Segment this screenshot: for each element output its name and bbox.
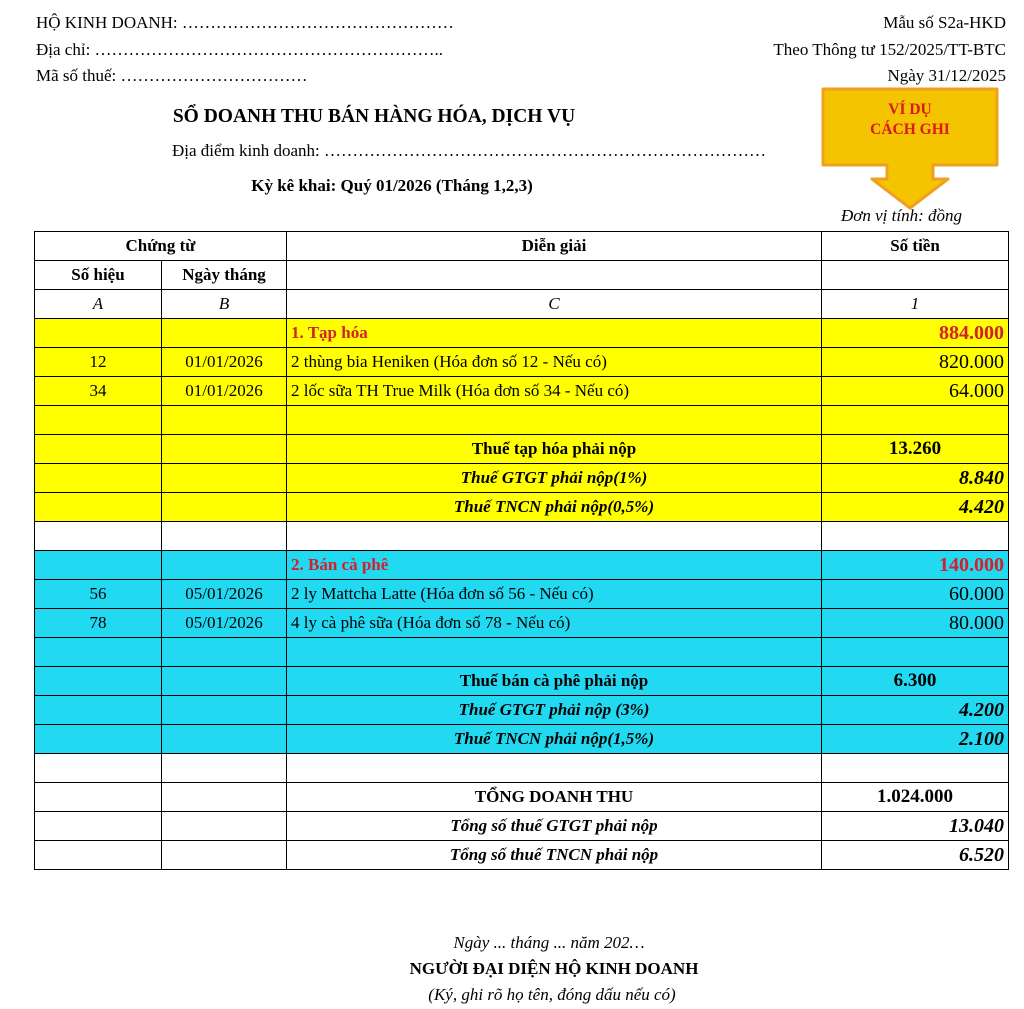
column-code-a: A [35, 290, 162, 319]
empty-cell [287, 261, 822, 290]
address-line: Địa chỉ: …………………………………………………….. [36, 40, 444, 59]
total-vat-label: Tổng số thuế GTGT phải nộp [287, 812, 822, 841]
item-amount: 60.000 [822, 580, 1009, 609]
section-title: 2. Bán cà phê [287, 551, 822, 580]
tax-label: Thuế bán cà phê phải nộp [287, 667, 822, 696]
total-vat-amount: 13.040 [822, 812, 1009, 841]
section-title: 1. Tạp hóa [287, 319, 822, 348]
amount-header: Số tiền [822, 232, 1009, 261]
total-revenue-row [35, 783, 1009, 812]
currency-unit: Đơn vị tính: đồng [841, 206, 962, 225]
voucher-date-header: Ngày tháng [162, 261, 287, 290]
business-location-line: Địa điểm kinh doanh: …………………………………………………………………… [172, 141, 767, 160]
total-pit-label: Tổng số thuế TNCN phải nộp [287, 841, 822, 870]
signer-title: NGƯỜI ĐẠI DIỆN HỘ KINH DOANH [409, 959, 699, 978]
total-vat-row [35, 812, 1009, 841]
vat-label: Thuế GTGT phải nộp (3%) [287, 696, 822, 725]
voucher-number-header: Số hiệu [35, 261, 162, 290]
pit-amount: 2.100 [822, 725, 1009, 754]
empty-row [35, 638, 1009, 667]
table-row [35, 580, 1009, 609]
callout-line-2: CÁCH GHI [870, 121, 950, 138]
business-name-line: HỘ KINH DOANH: ………………………………………… [36, 13, 454, 32]
table-row [35, 348, 1009, 377]
pit-row [35, 725, 1009, 754]
spacer-row [35, 522, 1009, 551]
pit-row [35, 493, 1009, 522]
section-total: 884.000 [822, 319, 1009, 348]
total-pit-row [35, 841, 1009, 870]
voucher-number: 34 [35, 377, 162, 406]
item-amount: 80.000 [822, 609, 1009, 638]
tax-label: Thuế tạp hóa phải nộp [287, 435, 822, 464]
table-row [35, 377, 1009, 406]
voucher-date: 05/01/2026 [162, 580, 287, 609]
vat-row [35, 696, 1009, 725]
section-title-row [35, 319, 1009, 348]
table-row [35, 609, 1009, 638]
total-revenue-label: TỔNG DOANH THU [287, 783, 822, 812]
voucher-date: 05/01/2026 [162, 609, 287, 638]
table-subheader-row [35, 261, 1009, 290]
voucher-number: 78 [35, 609, 162, 638]
item-description: 2 thùng bia Heniken (Hóa đơn số 12 - Nếu có) [287, 348, 822, 377]
revenue-ledger-table [34, 231, 1009, 870]
empty-cell [822, 261, 1009, 290]
vat-label: Thuế GTGT phải nộp(1%) [287, 464, 822, 493]
item-description: 2 lốc sữa TH True Milk (Hóa đơn số 34 - Nếu có) [287, 377, 822, 406]
item-description: 4 ly cà phê sữa (Hóa đơn số 78 - Nếu có) [287, 609, 822, 638]
item-amount: 64.000 [822, 377, 1009, 406]
voucher-header: Chứng từ [35, 232, 287, 261]
description-header: Diễn giải [287, 232, 822, 261]
item-amount: 820.000 [822, 348, 1009, 377]
reporting-period: Kỳ kê khai: Quý 01/2026 (Tháng 1,2,3) [251, 176, 533, 195]
tax-amount: 13.260 [822, 435, 1009, 464]
table-header-row [35, 232, 1009, 261]
tax-summary-row [35, 667, 1009, 696]
form-number: Mẫu số S2a-HKD [883, 13, 1006, 32]
total-pit-amount: 6.520 [822, 841, 1009, 870]
spacer-row [35, 754, 1009, 783]
tax-code-line: Mã số thuế: …………………………… [36, 66, 308, 85]
section-title-row [35, 551, 1009, 580]
signature-date: Ngày ... tháng ... năm 202… [453, 933, 645, 952]
pit-label: Thuế TNCN phải nộp(0,5%) [287, 493, 822, 522]
tax-summary-row [35, 435, 1009, 464]
total-revenue-amount: 1.024.000 [822, 783, 1009, 812]
page-title: SỔ DOANH THU BÁN HÀNG HÓA, DỊCH VỤ [172, 106, 576, 127]
pit-label: Thuế TNCN phải nộp(1,5%) [287, 725, 822, 754]
column-code-row [35, 290, 1009, 319]
voucher-number: 56 [35, 580, 162, 609]
column-code-1: 1 [822, 290, 1009, 319]
tax-amount: 6.300 [822, 667, 1009, 696]
voucher-date: 01/01/2026 [162, 377, 287, 406]
section-total: 140.000 [822, 551, 1009, 580]
voucher-date: 01/01/2026 [162, 348, 287, 377]
vat-amount: 8.840 [822, 464, 1009, 493]
signature-note: (Ký, ghi rõ họ tên, đóng dấu nếu có) [428, 985, 676, 1004]
circular-reference: Theo Thông tư 152/2025/TT-BTC [773, 40, 1006, 59]
vat-row [35, 464, 1009, 493]
item-description: 2 ly Mattcha Latte (Hóa đơn số 56 - Nếu có) [287, 580, 822, 609]
callout-line-1: VÍ DỤ [888, 101, 932, 118]
document-date: Ngày 31/12/2025 [887, 66, 1006, 85]
example-callout-label [821, 100, 999, 140]
column-code-b: B [162, 290, 287, 319]
pit-amount: 4.420 [822, 493, 1009, 522]
voucher-number: 12 [35, 348, 162, 377]
empty-row [35, 406, 1009, 435]
vat-amount: 4.200 [822, 696, 1009, 725]
column-code-c: C [287, 290, 822, 319]
